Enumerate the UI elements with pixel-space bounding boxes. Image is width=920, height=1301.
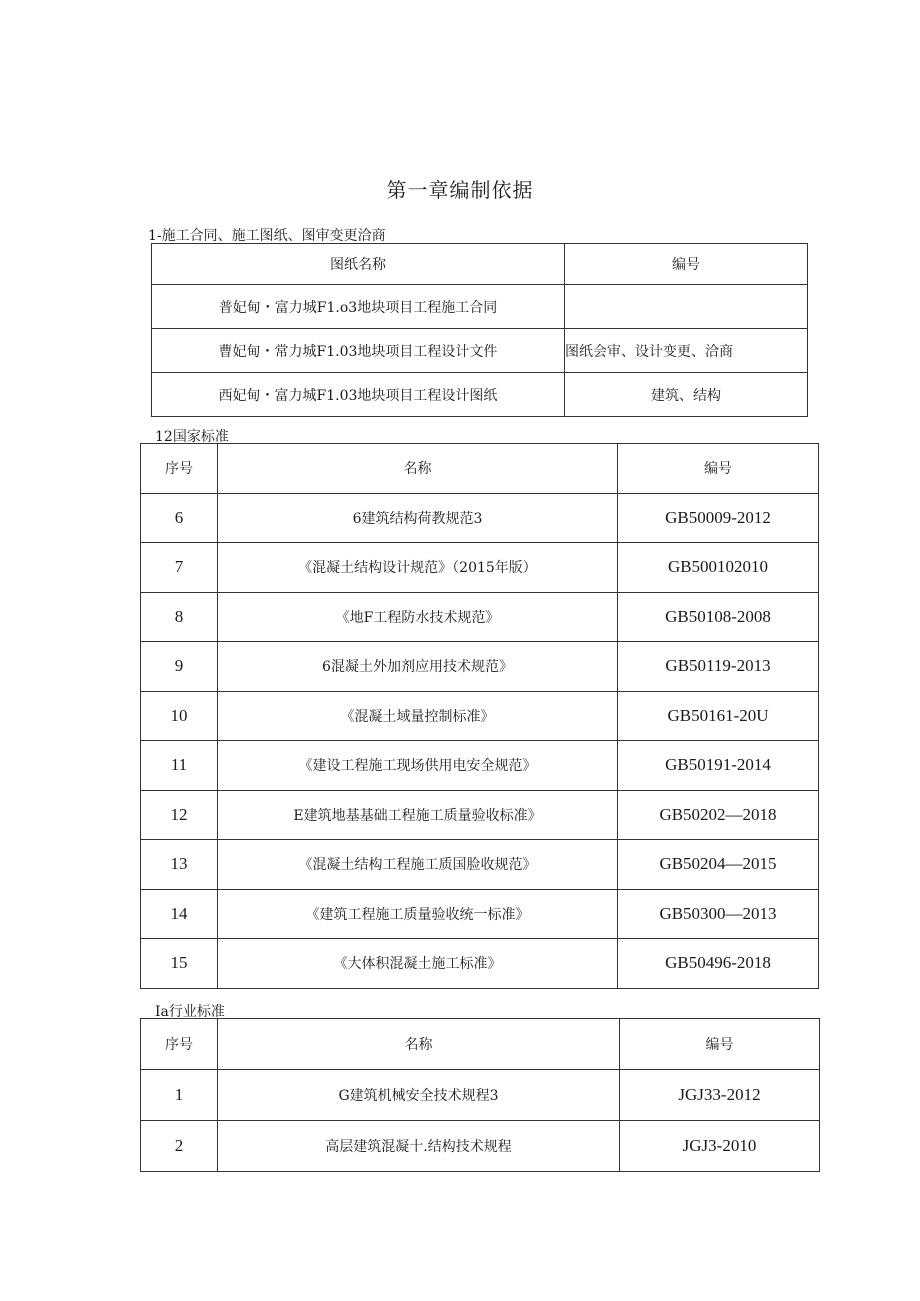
table-row xyxy=(141,889,819,939)
cell-code: GB500102010 xyxy=(618,543,819,593)
cell-seq: 8 xyxy=(141,592,218,642)
column-header-code: 编号 xyxy=(620,1019,820,1070)
page-title: 第一章编制依据 xyxy=(386,178,534,202)
cell-name: 高层建筑混凝十.结构技术规程 xyxy=(218,1121,620,1172)
cell-code xyxy=(565,285,808,329)
cell-name: 6建筑结构荷教规范3 xyxy=(218,493,618,543)
cell-seq: 9 xyxy=(141,642,218,692)
table-row xyxy=(141,741,819,791)
cell-seq: 1 xyxy=(141,1070,218,1121)
table-row xyxy=(141,840,819,890)
cell-name: 《建设工程施工现场供用电安全规范》 xyxy=(218,741,618,791)
cell-code: GB50202—2018 xyxy=(618,790,819,840)
table-row xyxy=(141,642,819,692)
cell-code: GB50204—2015 xyxy=(618,840,819,890)
column-header-drawing-name: 图纸名称 xyxy=(152,244,565,285)
table-row xyxy=(152,285,808,329)
cell-seq: 10 xyxy=(141,691,218,741)
cell-code: GB50108-2008 xyxy=(618,592,819,642)
cell-code: GB50161-20U xyxy=(618,691,819,741)
section-heading-contracts: 1-施工合同、施工图纸、图审变更洽商 xyxy=(148,228,386,244)
cell-seq: 13 xyxy=(141,840,218,890)
table-row xyxy=(141,543,819,593)
cell-seq: 6 xyxy=(141,493,218,543)
cell-name: 曹妃甸・常力城F1.03地块项目工程设计文件 xyxy=(152,329,565,373)
cell-name: 《地F工程防水技术规范》 xyxy=(218,592,618,642)
table-row xyxy=(141,1070,820,1121)
column-header-seq: 序号 xyxy=(141,444,218,494)
cell-name: 6混凝土外加剂应用技术规范》 xyxy=(218,642,618,692)
table-header-row xyxy=(141,444,819,494)
table-header-row xyxy=(152,244,808,285)
cell-seq: 11 xyxy=(141,741,218,791)
cell-code: GB50300—2013 xyxy=(618,889,819,939)
cell-code: JGJ33-2012 xyxy=(620,1070,820,1121)
cell-code: GB50496-2018 xyxy=(618,939,819,989)
cell-seq: 14 xyxy=(141,889,218,939)
contracts-table xyxy=(151,243,808,417)
cell-seq: 15 xyxy=(141,939,218,989)
table-row xyxy=(152,329,808,373)
section-heading-national-standards: 12国家标准 xyxy=(155,429,229,445)
column-header-name: 名称 xyxy=(218,1019,620,1070)
cell-name: E建筑地基基础工程施工质量验收标准》 xyxy=(218,790,618,840)
cell-seq: 7 xyxy=(141,543,218,593)
cell-name: 《大体积混凝土施工标准》 xyxy=(218,939,618,989)
table-row xyxy=(141,493,819,543)
table-row xyxy=(141,691,819,741)
cell-name: 《建筑工程施工质量验收统一标准》 xyxy=(218,889,618,939)
national-standards-table xyxy=(140,443,819,989)
cell-name: G建筑机械安全技术规程3 xyxy=(218,1070,620,1121)
table-row xyxy=(141,592,819,642)
cell-name: 西妃甸・富力城F1.03地块项目工程设计图纸 xyxy=(152,373,565,417)
column-header-name: 名称 xyxy=(218,444,618,494)
cell-code: GB50191-2014 xyxy=(618,741,819,791)
cell-code: GB50009-2012 xyxy=(618,493,819,543)
cell-name: 《混凝土结构设计规范》（2015年版） xyxy=(218,543,618,593)
table-row xyxy=(141,1121,820,1172)
column-header-code: 编号 xyxy=(618,444,819,494)
cell-seq: 2 xyxy=(141,1121,218,1172)
cell-name: 普妃甸・富力城F1.o3地块项目工程施工合同 xyxy=(152,285,565,329)
cell-code: JGJ3-2010 xyxy=(620,1121,820,1172)
cell-seq: 12 xyxy=(141,790,218,840)
table-row xyxy=(141,790,819,840)
cell-code: 图纸会审、设计变更、洽商 xyxy=(565,329,808,373)
cell-name: 《混凝土结构工程施工质国脸收规范》 xyxy=(218,840,618,890)
table-row xyxy=(141,939,819,989)
industry-standards-table xyxy=(140,1018,820,1172)
cell-name: 《混凝土域量控制标准》 xyxy=(218,691,618,741)
column-header-seq: 序号 xyxy=(141,1019,218,1070)
cell-code: GB50119-2013 xyxy=(618,642,819,692)
cell-code: 建筑、结构 xyxy=(565,373,808,417)
column-header-code: 编号 xyxy=(565,244,808,285)
table-row xyxy=(152,373,808,417)
table-header-row xyxy=(141,1019,820,1070)
section-heading-industry-standards: Ia行业标准 xyxy=(155,1004,225,1020)
